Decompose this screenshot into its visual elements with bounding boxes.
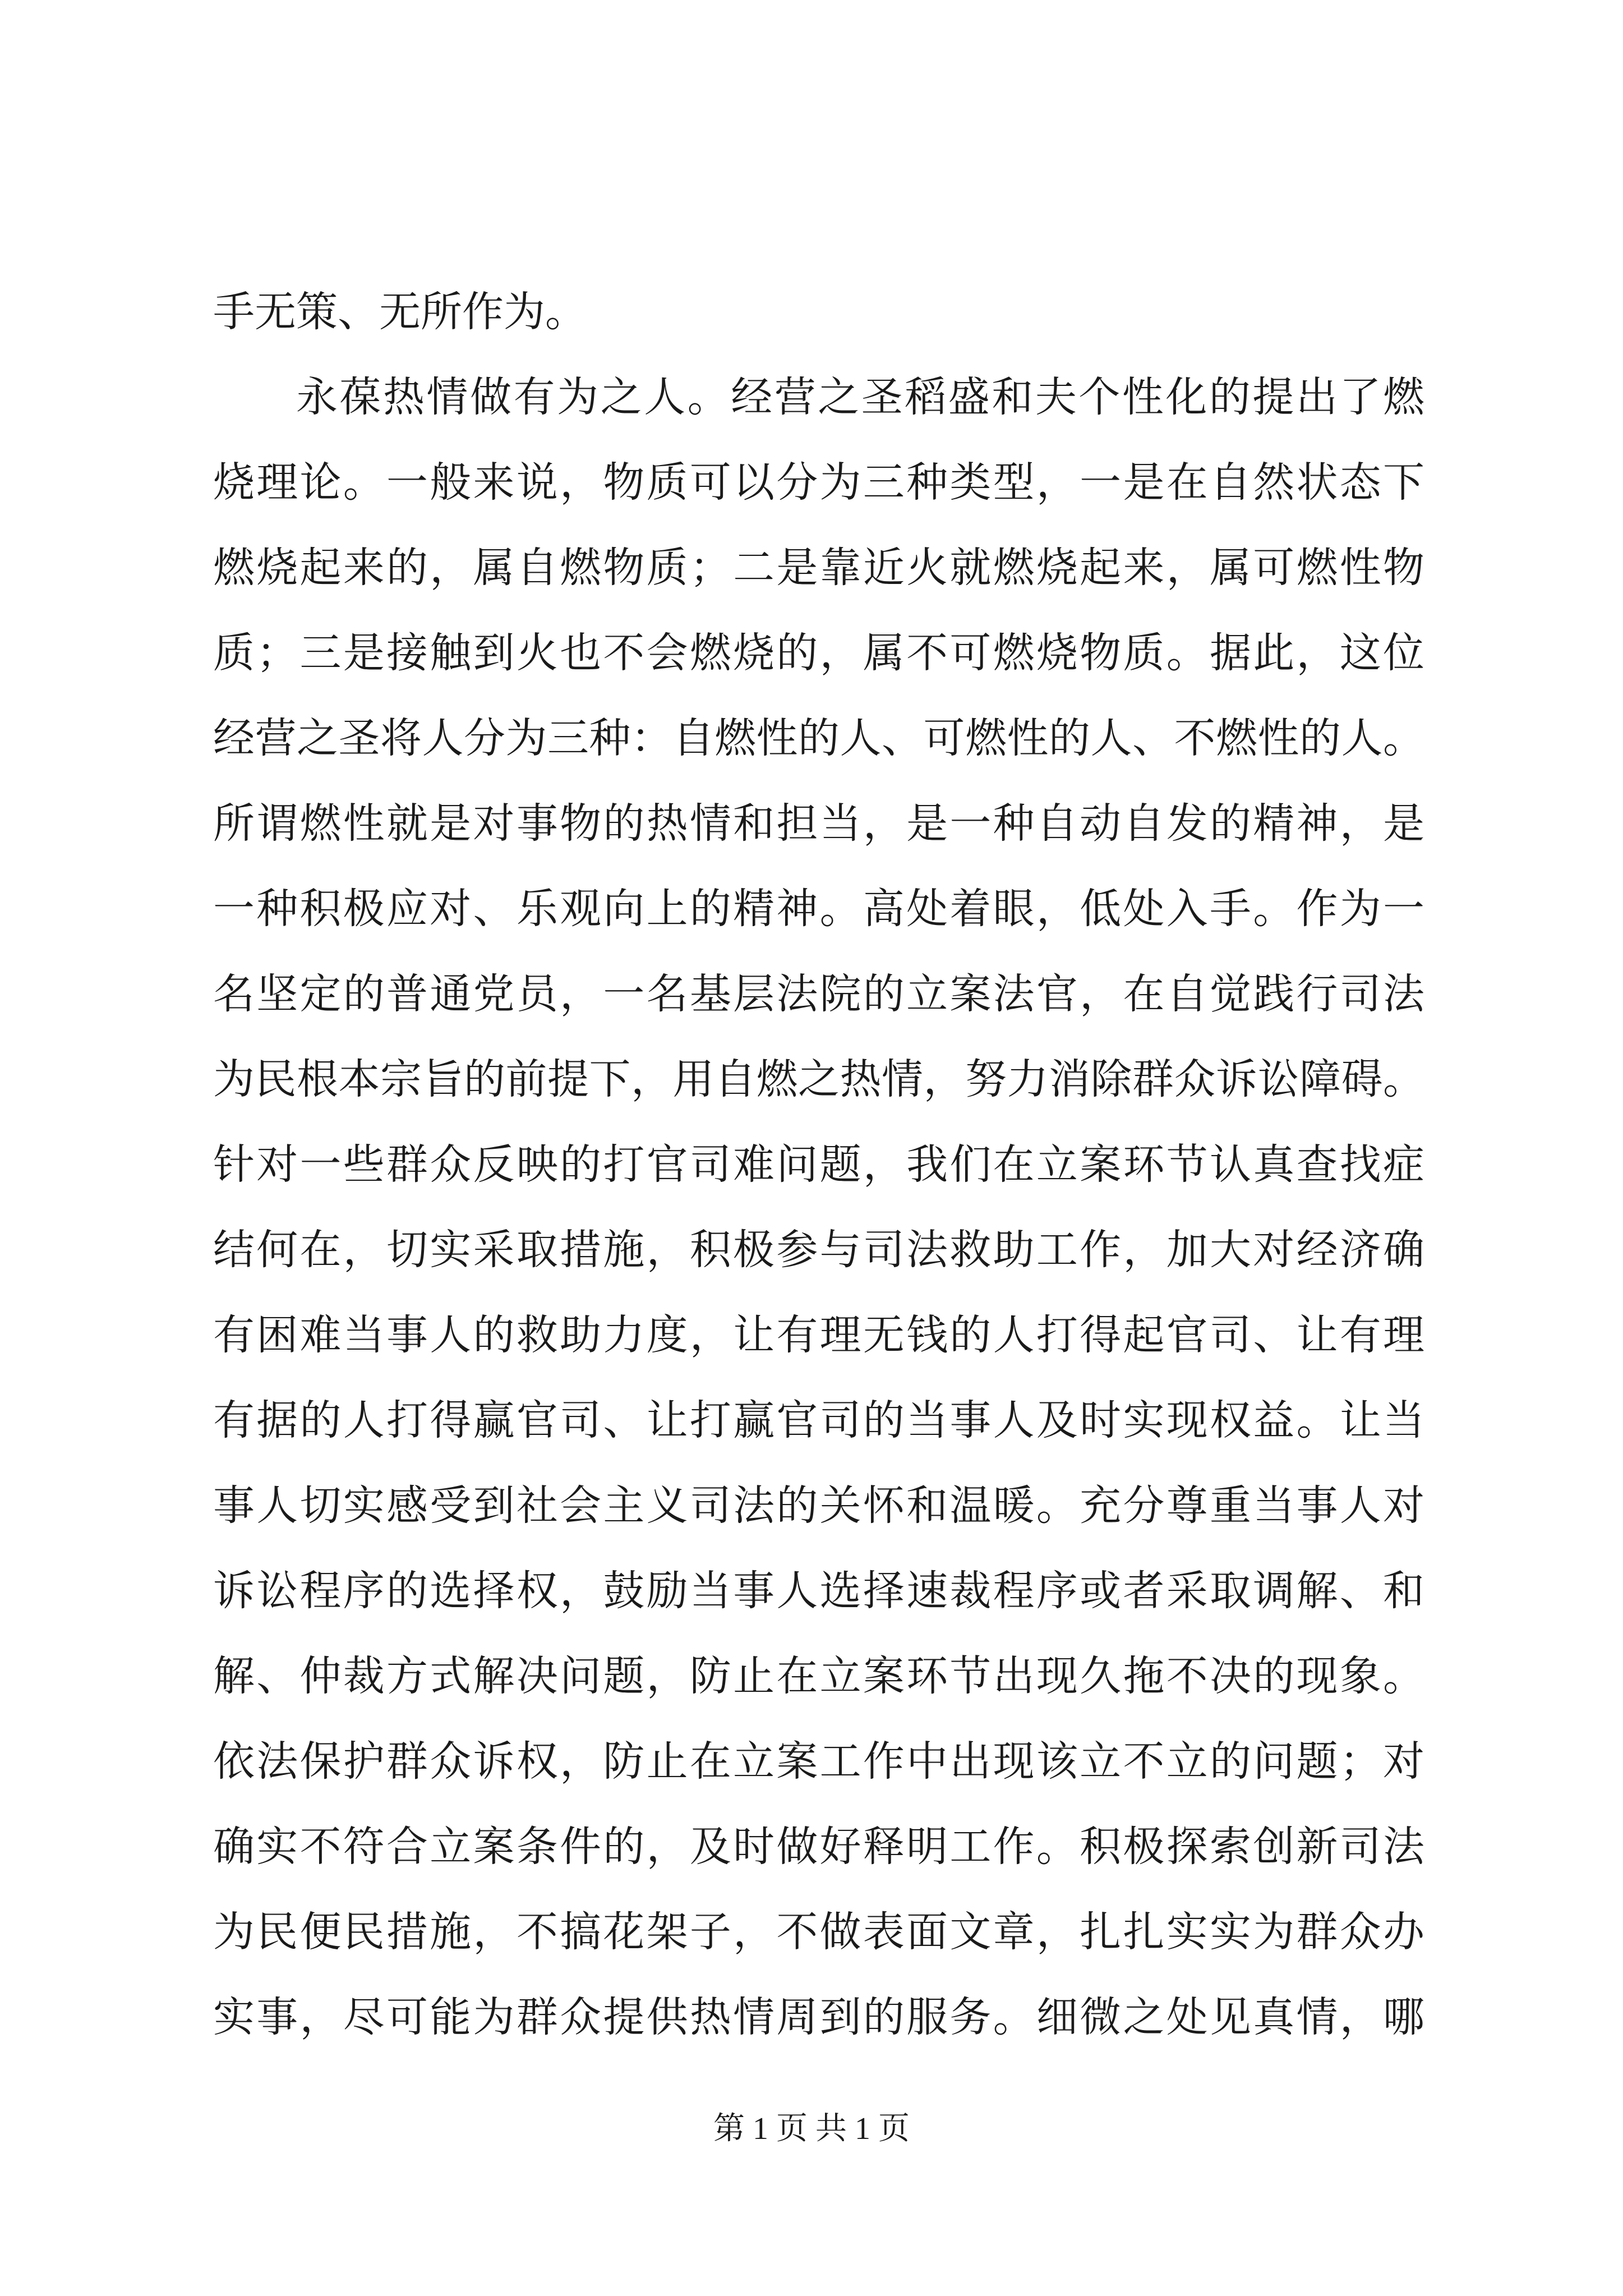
text-line-p1-l5: 所谓燃性就是对事物的热情和担当，是一种自动自发的精神，是	[213, 799, 1424, 848]
text-line-p1-l1: 烧理论。一般来说，物质可以分为三种类型，一是在自然状态下	[213, 458, 1424, 507]
text-line-p1-l14: 诉讼程序的选择权，鼓励当事人选择速裁程序或者采取调解、和	[213, 1567, 1424, 1615]
text-line-p1-l15: 解、仲裁方式解决问题，防止在立案环节出现久拖不决的现象。	[213, 1652, 1424, 1700]
text-line-p1-l8: 为民根本宗旨的前提下，用自燃之热情，努力消除群众诉讼障碍。	[213, 1055, 1424, 1103]
document-body	[213, 269, 1424, 2060]
text-line-p1-l11: 有困难当事人的救助力度，让有理无钱的人打得起官司、让有理	[213, 1311, 1424, 1359]
text-line-p1-l4: 经营之圣将人分为三种：自燃性的人、可燃性的人、不燃性的人。	[213, 714, 1424, 762]
text-line-p1-l3: 质；三是接触到火也不会燃烧的，属不可燃烧物质。据此，这位	[213, 629, 1424, 677]
text-line-p0-l0: 手无策、无所作为。	[213, 288, 587, 336]
page-footer	[0, 2106, 1623, 2151]
text-line-p1-l7: 名坚定的普通党员，一名基层法院的立案法官，在自觉践行司法	[213, 970, 1424, 1018]
text-line-p1-l16: 依法保护群众诉权，防止在立案工作中出现该立不立的问题；对	[213, 1737, 1424, 1786]
text-line-p1-l18: 为民便民措施，不搞花架子，不做表面文章，扎扎实实为群众办	[213, 1908, 1424, 1956]
text-line-p1-l2: 燃烧起来的，属自燃物质；二是靠近火就燃烧起来，属可燃性物	[213, 544, 1424, 592]
text-line-p1-l19: 实事，尽可能为群众提供热情周到的服务。细微之处见真情，哪	[213, 1993, 1424, 2041]
text-line-p1-l12: 有据的人打得赢官司、让打赢官司的当事人及时实现权益。让当	[213, 1396, 1424, 1444]
text-line-p1-l9: 针对一些群众反映的打官司难问题，我们在立案环节认真查找症	[213, 1140, 1424, 1189]
text-line-p1-l10: 结何在，切实采取措施，积极参与司法救助工作，加大对经济确	[213, 1226, 1424, 1274]
page-number-label: 第 1 页 共 1 页	[713, 2111, 910, 2146]
text-line-p1-l6: 一种积极应对、乐观向上的精神。高处着眼，低处入手。作为一	[213, 885, 1424, 933]
text-line-p1-l0: 永葆热情做有为之人。经营之圣稻盛和夫个性化的提出了燃	[296, 373, 1424, 421]
text-line-p1-l17: 确实不符合立案条件的，及时做好释明工作。积极探索创新司法	[213, 1823, 1424, 1871]
text-line-p1-l13: 事人切实感受到社会主义司法的关怀和温暖。充分尊重当事人对	[213, 1481, 1424, 1530]
